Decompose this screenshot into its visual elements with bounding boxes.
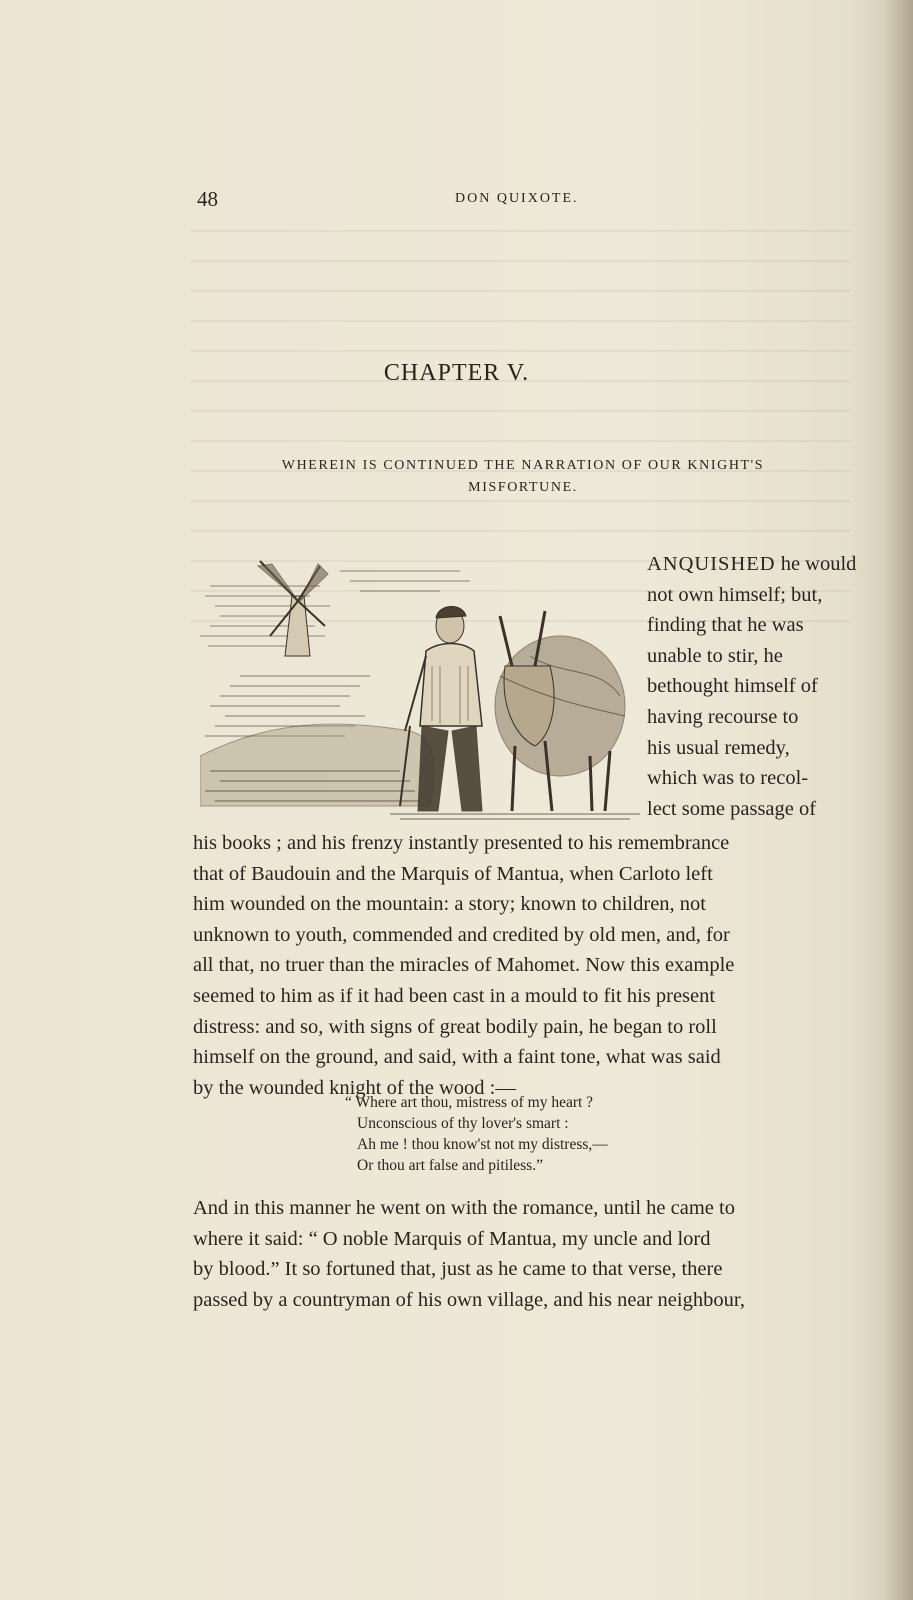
running-head xyxy=(197,187,697,215)
text-line: distress: and so, with signs of great bodily pain, he began to roll xyxy=(193,1015,717,1038)
chapter-subtitle-line: WHEREIN IS CONTINUED THE NARRATION OF OUR KNIGHT'S xyxy=(281,458,765,473)
text-line-content: he would xyxy=(780,553,857,575)
text-line: himself on the ground, and said, with a faint tone, what was said xyxy=(193,1046,721,1069)
text-line: unable to stir, he xyxy=(647,644,783,667)
page-edge-shadow xyxy=(883,0,913,1600)
text-line: his usual remedy, xyxy=(647,736,790,759)
text-line: having recourse to xyxy=(647,705,799,728)
text-line: seemed to him as if it had been cast in a mould to fit his present xyxy=(193,984,716,1007)
text-line xyxy=(647,549,857,580)
text-line: lect some passage of xyxy=(647,797,817,820)
engraving-peasant-donkey-icon xyxy=(200,556,640,826)
text-line: his books ; and his frenzy instantly presented to his remembrance xyxy=(193,832,730,854)
chapter-subtitle-line: MISFORTUNE. xyxy=(468,480,578,495)
body-paragraph xyxy=(193,828,848,1103)
text-line: which was to recol- xyxy=(647,767,809,790)
verse-block xyxy=(345,1092,685,1176)
chapter-subtitle xyxy=(213,455,833,499)
text-line: him wounded on the mountain: a story; known to children, not xyxy=(193,893,707,916)
text-line: where it said: “ O noble Marquis of Mantua, my uncle and lord xyxy=(193,1227,711,1250)
body-paragraph-continued xyxy=(193,1193,848,1315)
text-line: all that, no truer than the miracles of Mahomet. Now this example xyxy=(193,954,735,977)
verse-line: Unconscious of thy lover's smart : xyxy=(357,1115,569,1132)
text-line: finding that he was xyxy=(647,614,804,637)
wrapped-paragraph xyxy=(647,549,857,824)
text-line: bethought himself of xyxy=(647,675,818,698)
verse-line: Or thou art false and pitiless.” xyxy=(357,1157,543,1174)
text-line: by blood.” It so fortuned that, just as he came to that verse, there xyxy=(193,1258,723,1281)
text-line: by the wounded knight of the wood :— xyxy=(193,1076,516,1099)
drop-word: ANQUISHED xyxy=(647,553,776,575)
verse-line: “ Where art thou, mistress of my heart ? xyxy=(345,1094,594,1111)
engraving-illustration xyxy=(200,556,640,826)
text-line: passed by a countryman of his own village, and his near neighbour, xyxy=(193,1288,745,1311)
text-line: unknown to youth, commended and credited by old men, and, for xyxy=(193,923,730,946)
verse-line: Ah me ! thou know'st not my distress,— xyxy=(357,1136,608,1153)
text-line: that of Baudouin and the Marquis of Mantua, when Carloto left xyxy=(193,862,713,885)
page-number: 48 xyxy=(197,187,218,211)
running-title: DON QUIXOTE. xyxy=(455,191,579,206)
chapter-title: CHAPTER V. xyxy=(383,360,530,386)
text-line: And in this manner he went on with the romance, until he came to xyxy=(193,1197,735,1219)
text-line: not own himself; but, xyxy=(647,583,823,606)
